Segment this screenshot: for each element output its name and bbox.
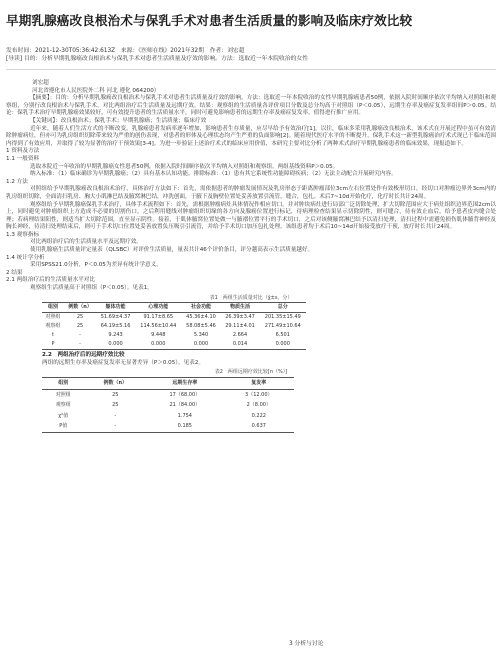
abstract: 【摘要】：目的：分析早期乳腺癌改良根治术与保乳手术对患者生活质量及疗效的影响。方法：选取近一年本院收治的女性早期乳腺癌患者50例，依据入院时间顺序依次平均纳入对照组和观察组，分别行改良根治术与保乳手术。对比两组治疗后生活质量及远期疗效。结果：观察组的生活质量各评价项目分数及总分均高于对照组（P＜0.05），远期生存率及癌症复发率组间P＞0.05。结论：保乳手术治疗早期乳腺癌效果较好，可有效提升患者的生活质量水平，同时可避免影响患者的远期生存率及癌症复发率，值得进行推广应用。 bbox=[6, 95, 496, 117]
table-cell: - bbox=[114, 423, 117, 429]
table-cell: 64.19±5.16 bbox=[100, 323, 131, 330]
table-cell: 25 bbox=[112, 402, 119, 408]
publish-info: 发布时间：2021-12-30T05:36:42.613Z 来源：《医师在线》2021年32期 作者：刘宏超 bbox=[6, 48, 245, 54]
table-cell: - bbox=[79, 332, 81, 339]
table-cell: P bbox=[51, 341, 55, 348]
article-body bbox=[6, 80, 496, 433]
table-cell: 对照组 bbox=[45, 314, 61, 321]
table-cell: 25 bbox=[112, 391, 119, 398]
table-cell: 0.000 bbox=[275, 341, 290, 348]
article-page bbox=[6, 0, 496, 433]
table-row bbox=[42, 389, 294, 400]
section-heading-2: 2 结果 bbox=[6, 269, 23, 276]
table-cell: 0.185 bbox=[177, 423, 192, 429]
table-cell: 21（84.00） bbox=[169, 402, 201, 408]
table-cell: 17（68.00） bbox=[169, 391, 201, 398]
section-heading-1-3: 1.3 观察指标 bbox=[6, 231, 40, 238]
table1-header: 社会功能 bbox=[190, 304, 211, 311]
table-cell: 6.501 bbox=[275, 332, 290, 339]
table-cell: 9.243 bbox=[108, 332, 123, 339]
table-cell: 1.754 bbox=[177, 412, 192, 419]
indicator-paragraph-1: 对比两组治疗后的生活质量水平及远期疗效。 bbox=[30, 239, 142, 246]
table-cell: 0.000 bbox=[151, 341, 166, 348]
table2-caption: 表2 两组远期疗效比较[n（%）] bbox=[214, 369, 288, 376]
lead-summary: [导读] 目的：分析早期乳腺癌改良根治术与保乳手术对患者生活质量及疗效的影响。方法：选取近一年本院收治的女性 bbox=[6, 56, 309, 62]
table-cell: 9.448 bbox=[151, 332, 166, 339]
table1-header: 物质生活 bbox=[230, 304, 251, 311]
table-cell: - bbox=[79, 341, 81, 348]
table-cell: 2.664 bbox=[232, 332, 248, 339]
table1-header: 总分 bbox=[277, 304, 288, 311]
table-cell: P值 bbox=[59, 423, 68, 429]
table1-header: 心理功能 bbox=[148, 304, 169, 311]
section-heading-2-1: 2.1 两组治疗后的生活质量水平对比 bbox=[6, 277, 95, 284]
general-info-paragraph: 选取本院近一年收治的早期乳腺癌女性患者50例，依据入院时间顺序依次平均纳入对照组和观察组。两组基线资料P＞0.05。 bbox=[30, 163, 339, 170]
results-paragraph: 观察组生活质量高于对照组（P＜0.05）。见表1。 bbox=[30, 285, 153, 292]
table1-caption: 表1 两组生活质量对比（χ̄±s，分） bbox=[209, 294, 293, 301]
table-cell: t bbox=[52, 332, 55, 339]
table-row bbox=[42, 400, 294, 411]
table-row bbox=[42, 313, 306, 323]
table-cell: - bbox=[114, 412, 117, 419]
table-cell: χ²值 bbox=[58, 412, 69, 419]
table-cell: 0.637 bbox=[251, 423, 266, 429]
table-cell: 58.08±5.46 bbox=[186, 323, 216, 330]
table-cell: 271.49±10.64 bbox=[264, 323, 301, 330]
observation-method-paragraph: 观察组给予早期乳腺癌保乳手术治疗，具体手术流程如下：首先，需根据肿瘤病灶具体情况作相应切口，并对肿块病灶进行局部广泛切除处理，扩大切除范围应大于病灶组织边界范围2cm以上，同时避免对肿瘤组织上方造成不必要的切割伤口。之后利用缝线对肿瘤组织切缘的各方向及腺癌位置进行标记，待病理检查结果显示切除阴性，则可缝合，待有效止血后，给予患者皮内缝合处理；若病理结果阳性，则适当扩大切除范围，直至显示阴性。接着，于肌体腋窝位置处做一与腋褶位置平行的手术切口，之后对该侧腋窝淋巴结予以清扫处理，清扫过程中需避免损伤肌体腋背神经及胸长神经，待清扫处理结束后，则可于手术切口位置处妥善放置负压吸引引流管，并给予手术切口加压包扎处理。该组患者均于术后10~14d开始接受放疗干预，放疗时长共计24周。 bbox=[6, 201, 496, 231]
table-cell: 0.000 bbox=[108, 341, 123, 348]
author-affiliation: 河北省遵化市人民医院外二科 河北 遵化 064200） bbox=[32, 87, 160, 94]
table-cell: 91.17±8.65 bbox=[143, 314, 174, 321]
table-cell: 2（8.00） bbox=[246, 402, 271, 408]
table-cell: 26.39±3.47 bbox=[225, 314, 255, 321]
meta-divider bbox=[6, 69, 496, 70]
table1-header-row bbox=[42, 303, 306, 313]
statistics-paragraph: 采用SPSS21.0分析，P＜0.05为差异有统计学意义。 bbox=[30, 262, 162, 269]
keywords: 【关键词】：改良根治术；保乳手术；早期乳腺癌；生活质量；临床疗效 bbox=[30, 117, 207, 124]
table2-header: 复发率 bbox=[251, 380, 267, 386]
table-cell: 观察组 bbox=[55, 402, 71, 408]
table-cell: 29.11±4.01 bbox=[225, 323, 255, 330]
indicator-paragraph-2: 使用乳腺癌生活质量评定量表（QLSBC）对评价生活质量，量表共计46个评价条目，评分越高表示生活质量越好。 bbox=[30, 247, 314, 254]
table2-header: 远期生存率 bbox=[172, 380, 198, 386]
table-row bbox=[42, 340, 306, 350]
section-heading-1-2: 1.2 方法 bbox=[6, 178, 28, 185]
table-cell: 观察组 bbox=[45, 323, 61, 330]
article-meta bbox=[6, 47, 496, 63]
table-cell: 25 bbox=[76, 323, 84, 330]
table-row bbox=[42, 421, 294, 432]
article-title: 早期乳腺癌改良根治术与保乳手术对患者生活质量的影响及临床疗效比较 bbox=[6, 13, 413, 28]
table1-header: 躯体功能 bbox=[105, 304, 126, 311]
table-cell: 45.36±4.10 bbox=[186, 314, 216, 321]
section-heading-1-4: 1.4 统计学分析 bbox=[6, 254, 45, 261]
table-cell: 0.222 bbox=[251, 412, 266, 419]
table2-header: 组别 bbox=[58, 380, 69, 386]
table-cell: 对照组 bbox=[55, 391, 71, 398]
table-cell: 5.340 bbox=[193, 332, 209, 339]
section-heading-3: 3 分析与讨论 bbox=[289, 641, 324, 647]
table-row bbox=[42, 331, 306, 340]
table-cell: 0.014 bbox=[232, 341, 248, 348]
table-quality-of-life bbox=[42, 302, 306, 350]
table-row bbox=[42, 322, 306, 331]
table-cell: 0.000 bbox=[193, 341, 209, 348]
section-heading-1-1: 1.1 一般资料 bbox=[6, 155, 40, 162]
table1-header: 组别 bbox=[48, 304, 59, 311]
table-cell: 3（12.00） bbox=[245, 391, 273, 398]
table-long-term-efficacy bbox=[42, 377, 294, 433]
table-cell: 25 bbox=[76, 314, 84, 321]
table2-header-row bbox=[42, 378, 294, 390]
table-row bbox=[42, 411, 294, 422]
introduction: 近年来，随着人们生活方式的不断改变，乳腺癌患者发病率逐年增加，影响患者生存质量，应尽早给予有效治疗[1]。以往，临床多采用乳腺癌改良根治术，该术式在开展过程中虽可有效清除肿瘤病灶，但亦可为乳房组织切除带来较为严重的创伤表现，对患者的形体及心理状态均产生严重的负面影响[2]。随着现代医疗水平的不断提升，保乳手术这一新型乳腺癌治疗术式现已于临床范围内得到了有效应用，并取得了较为显著的治疗干预效果[3-4]。为进一步验证上述治疗术式的临床应用价值，本研究主要对比分析了两种术式治疗早期乳腺癌患者的临床效果，现报道如下。 bbox=[6, 125, 496, 147]
table-cell: 114.56±10.44 bbox=[140, 323, 177, 330]
table2-header: 例数（n） bbox=[103, 380, 128, 386]
table1-header: 例数（n） bbox=[68, 304, 92, 311]
section-heading-1: 1 资料及方法 bbox=[6, 148, 40, 155]
table-cell: 51.69±4.37 bbox=[100, 314, 131, 321]
control-method-paragraph: 对照组给予早期乳腺癌改良根治术治疗，具体治疗方法如下：首先，需依据患者的肿瘤发展情况及乳房形态于距离肿瘤部位3cm左右位置处作有效梭形切口，经切口对肿瘤边界外3cm内的乳房组织切除，全面清扫乳房、胸大小肌淋巴结及腋窝淋巴结，冲洗创面，于腋下及胸壁位置处妥善放置引流管，缝合，包扎。术后7~10d开始化疗，化疗时长共计24周。 bbox=[6, 186, 496, 200]
table-cell: 201.35±15.49 bbox=[264, 314, 301, 321]
long-term-intro: 两组的远期生存率及癌症复发率无显著差异（P＞0.05）。见表2。 bbox=[42, 359, 205, 366]
section-heading-2-2: 2.2 两组治疗后的远期疗效比较 bbox=[42, 352, 125, 359]
author-name: 刘宏超 bbox=[32, 80, 49, 86]
criteria-paragraph: 纳入标准：（1）临床确诊为早期乳腺癌；（2）具有基本认知功能。排除标准：（1）患有其它系统性功能障碍疾病；（2）无法主动配合开展研究内容。 bbox=[30, 171, 397, 178]
